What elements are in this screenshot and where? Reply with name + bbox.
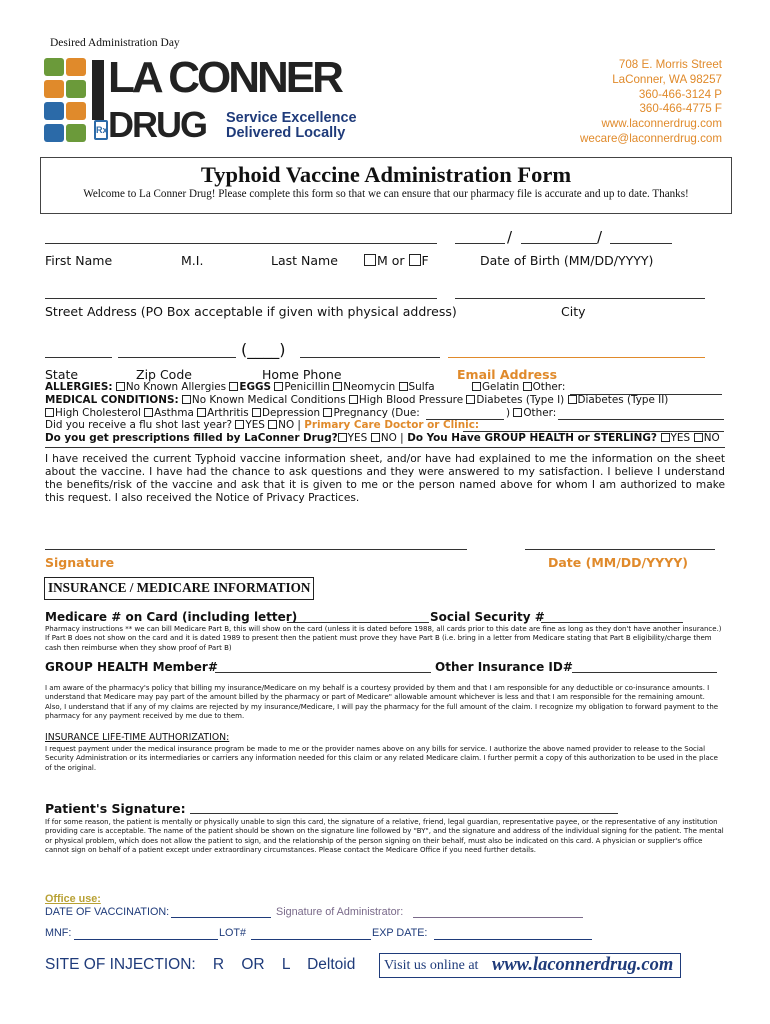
lot-line[interactable]	[251, 939, 371, 940]
allergy-checkbox[interactable]	[472, 382, 481, 391]
address-city: LaConner, WA 98257	[612, 72, 722, 86]
gender-f-label: F	[421, 253, 429, 268]
pregnancy-close: )	[506, 407, 511, 419]
visit-us-prefix: Visit us online at	[384, 958, 479, 973]
logo-bottom-text: DRUG	[108, 104, 206, 145]
dob-day-line[interactable]	[521, 243, 597, 244]
flu-no-checkbox[interactable]	[268, 420, 277, 429]
other-insurance-label: Other Insurance ID#	[435, 660, 573, 674]
flu-no-label: NO |	[278, 419, 301, 431]
phone-area-code[interactable]: (____)	[241, 340, 286, 359]
allergy-option: Other:	[532, 381, 566, 393]
logo	[44, 53, 374, 145]
title-box	[40, 157, 732, 214]
medical-row-2-right	[506, 407, 556, 419]
email-label: Email Address	[457, 367, 558, 382]
date-vaccination-label: DATE OF VACCINATION:	[45, 906, 170, 918]
allergy-checkbox[interactable]	[274, 382, 283, 391]
dob-month-line[interactable]	[455, 243, 505, 244]
phone-line[interactable]	[300, 357, 440, 358]
city-line[interactable]	[455, 298, 705, 299]
patient-signature-line[interactable]	[190, 813, 618, 814]
flu-row	[45, 419, 479, 431]
exp-date-label: EXP DATE:	[372, 927, 428, 939]
walker-icon	[44, 80, 64, 98]
medical-option: Other:	[523, 407, 557, 419]
sig-date-line[interactable]	[525, 549, 715, 550]
section-divider	[45, 447, 725, 448]
wheelchair-icon	[44, 102, 64, 120]
rx-yes-label: YES	[347, 432, 368, 444]
signature-label: Signature	[45, 555, 115, 570]
allergy-option: No Known Allergies	[125, 381, 227, 393]
visit-us-url[interactable]: www.laconnerdrug.com	[492, 955, 674, 975]
allergies-row-right	[472, 381, 565, 393]
auth-text: I request payment under the medical insurance program be made to me or the provider names above on any bills for service. I authorize the above named provider to release to the Social Security Administration or its intermediaries or carriers any information needed for this claim or any related Medicare claim. I further permit a copy of this authorization to be used in the place of the original.	[45, 745, 718, 772]
mortar-icon	[66, 102, 86, 120]
rx-question: Do you get prescriptions filled by LaConner Drug?	[45, 432, 338, 444]
billing-text: I am aware of the pharmacy's policy that billing my insurance/Medicare on my behalf is a courtesy provided by them and that I am responsible for any deductible or co-insurance amounts. I understand that Medicare may pay part of the amount billed by the pharmacy or part of Medicare" allowable amount whichever is less and that I am responsible for the remaining amount. Also, I understand that if any of my claims are rejected by my insurance/Medicare, I will pay the pharmacy for the full amount of the claim. I recognize my obligation to forward payment to the pharmacy for any payment received by me due to them.	[45, 684, 719, 720]
medical-checkbox[interactable]	[144, 408, 153, 417]
home-phone-label: Home Phone	[262, 367, 342, 382]
medical-row-2	[45, 407, 420, 419]
date-vaccination-line[interactable]	[171, 917, 271, 918]
medical-option: Depression	[262, 407, 321, 419]
allergy-checkbox[interactable]	[229, 382, 238, 391]
medical-checkbox[interactable]	[513, 408, 522, 417]
bag-icon	[66, 58, 86, 76]
medical-option: Asthma	[154, 407, 194, 419]
dob-slash-2: /	[597, 228, 603, 246]
address-street: 708 E. Morris Street	[618, 58, 722, 71]
allergy-option: Sulfa	[408, 381, 435, 393]
leaf-icon	[44, 58, 64, 76]
allergy-option: EGGS	[239, 381, 272, 393]
city-label: City	[561, 304, 586, 319]
mi-label: M.I.	[181, 253, 204, 268]
allergies-label: ALLERGIES:	[45, 381, 113, 393]
consent-text: I have received the current Typhoid vaccine information sheet, and/or have had explained to me the information on the sheet about the vaccine. I have had the chance to ask questions and they were answered to my satisfaction. I believe I understand the benefits/risk of the vaccine and ask that it is given to me or the person named above for whom I am authorized to make this request. I also received the Notice of Privacy Practices.	[45, 453, 725, 505]
medical-checkbox[interactable]	[323, 408, 332, 417]
rx-yes-checkbox[interactable]	[338, 433, 347, 442]
sig-date-label: Date (MM/DD/YYYY)	[548, 555, 689, 570]
flu-yes-label: YES	[245, 419, 265, 431]
medical-option: High Blood Pressure	[358, 394, 464, 406]
ssn-line[interactable]	[541, 622, 683, 623]
address-fax: 360-466-4775 F	[639, 102, 722, 116]
logo-bar	[92, 60, 104, 120]
group-health-line[interactable]	[215, 672, 431, 673]
address-phone: 360-466-3124 P	[638, 87, 722, 101]
last-name-label: Last Name	[271, 253, 338, 268]
desired-day-label: Desired Administration Day	[50, 37, 180, 49]
address-block	[580, 58, 722, 147]
state-label: State	[45, 367, 79, 382]
bottle-icon	[66, 80, 86, 98]
dob-label: Date of Birth (MM/DD/YYYY)	[480, 253, 654, 268]
page-title: Typhoid Vaccine Administration Form	[200, 162, 572, 187]
visit-us-box[interactable]	[379, 953, 681, 978]
logo-tagline-2: Delivered Locally	[226, 125, 346, 141]
allergy-option: Neomycin	[343, 381, 396, 393]
admin-signature-label: Signature of Administrator:	[276, 906, 404, 918]
zip-label: Zip Code	[136, 367, 192, 382]
handshake-icon	[44, 124, 64, 142]
state-line[interactable]	[45, 357, 112, 358]
logo-top-text: LA CONNER	[108, 53, 341, 102]
medical-checkbox[interactable]	[197, 408, 206, 417]
allergies-row	[45, 381, 435, 393]
ssn-label: Social Security #	[430, 610, 545, 624]
allergy-option: Penicillin	[284, 381, 330, 393]
address-website[interactable]: www.laconnerdrug.com	[601, 117, 722, 131]
email-line[interactable]	[448, 357, 705, 358]
allergy-checkbox[interactable]	[523, 382, 532, 391]
logo-tagline-1: Service Excellence	[226, 110, 357, 126]
flu-yes-checkbox[interactable]	[235, 420, 244, 429]
name-line[interactable]	[45, 243, 437, 244]
office-use-label: Office use:	[45, 893, 101, 905]
gh-no-checkbox[interactable]	[694, 433, 703, 442]
medical-label: MEDICAL CONDITIONS:	[45, 394, 179, 406]
insurance-heading: INSURANCE / MEDICARE INFORMATION	[44, 577, 314, 600]
medical-other-line[interactable]	[558, 419, 724, 420]
female-checkbox[interactable]	[409, 254, 421, 266]
rx-row	[45, 432, 720, 444]
allergy-checkbox[interactable]	[116, 382, 125, 391]
flu-question: Did you receive a flu shot last year?	[45, 419, 233, 431]
medical-row-1	[45, 394, 668, 406]
medical-option: Pregnancy (Due:	[333, 407, 420, 419]
medical-option: Diabetes (Type I)	[476, 394, 565, 406]
site-of-injection: SITE OF INJECTION: R OR L Deltoid	[45, 956, 356, 973]
lot-label: LOT#	[219, 927, 247, 939]
dob-year-line[interactable]	[610, 243, 672, 244]
other-insurance-line[interactable]	[572, 672, 717, 673]
rx-mark: Rx	[94, 120, 108, 140]
allergy-checkbox[interactable]	[333, 382, 342, 391]
medical-checkbox[interactable]	[568, 395, 577, 404]
first-name-label: First Name	[45, 253, 113, 268]
medical-option: Diabetes (Type II)	[577, 394, 669, 406]
rx-no-label: NO |	[380, 432, 404, 444]
medical-checkbox[interactable]	[45, 408, 54, 417]
zip-line[interactable]	[118, 357, 236, 358]
medical-option: Arthritis	[207, 407, 249, 419]
allergy-option: Gelatin	[482, 381, 520, 393]
rx-no-checkbox[interactable]	[371, 433, 380, 442]
mnf-line[interactable]	[74, 939, 218, 940]
heart-icon	[66, 124, 86, 142]
street-label: Street Address (PO Box acceptable if given with physical address)	[45, 304, 457, 319]
patient-signature-label: Patient's Signature:	[45, 801, 186, 816]
admin-signature-line[interactable]	[413, 917, 583, 918]
signature-line[interactable]	[45, 549, 467, 550]
auth-heading: INSURANCE LIFE-TIME AUTHORIZATION:	[45, 732, 230, 743]
medical-option: High Cholesterol	[55, 407, 141, 419]
gh-no-label: NO	[703, 432, 720, 444]
patient-signature-text: If for some reason, the patient is mentally or physically unable to sign this card, the signature of a relative, friend, legal guardian, representative payee, or the representative of any institution providing care is acceptable. The name of the patient should be shown on the signature line followed by "BY", and the signature and address of the individual signing for the patient. The mental or physical problem, which does not allow the patient to sign, and the relationship of the person signing on their behalf, must also be indicated on this card. A physician or supplier's office cannot sign on behalf of a patient except under extraordinary circumstances. Please contact the Medicare Office if you need further details.	[45, 818, 724, 854]
mnf-label: MNF:	[45, 927, 72, 939]
medical-option: No Known Medical Conditions	[191, 394, 346, 406]
male-checkbox[interactable]	[364, 254, 376, 266]
gh-yes-checkbox[interactable]	[661, 433, 670, 442]
exp-date-line[interactable]	[434, 939, 592, 940]
pharmacy-note: Pharmacy instructions ** we can bill Medicare Part B, this will show on the card (unless it is dated before 1988, all cards prior to this date are fine as long as they don't have another insurance.) If Part B does not show on the card and it is dated 1989 to present then the patient must prove they have Part B (i.e. bring in a letter from Medicare stating that Part B eligibility/charge them cash then reimburse when they show proof of Part B)	[45, 625, 722, 652]
address-email[interactable]: wecare@laconnerdrug.com	[580, 131, 722, 145]
street-line[interactable]	[45, 298, 437, 299]
pcp-label: Primary Care Doctor or Clinic:	[304, 419, 480, 431]
medical-checkbox[interactable]	[182, 395, 191, 404]
allergy-checkbox[interactable]	[399, 382, 408, 391]
medical-checkbox[interactable]	[252, 408, 261, 417]
dob-slash-1: /	[507, 228, 513, 246]
gender-m-label: M or	[377, 253, 405, 268]
medicare-line[interactable]	[287, 622, 429, 623]
group-health-label: GROUP HEALTH Member#	[45, 660, 218, 674]
medicare-label: Medicare # on Card (including letter)	[45, 610, 298, 624]
gh-yes-label: YES	[670, 432, 691, 444]
welcome-text: Welcome to La Conner Drug! Please complete this form so that we can ensure that our pharmacy file is accurate and up to date. Thanks!	[83, 188, 689, 200]
medical-checkbox[interactable]	[466, 395, 475, 404]
group-health-question: Do You Have GROUP HEALTH or STERLING?	[407, 432, 657, 444]
medical-checkbox[interactable]	[349, 395, 358, 404]
gender-field	[364, 253, 429, 268]
